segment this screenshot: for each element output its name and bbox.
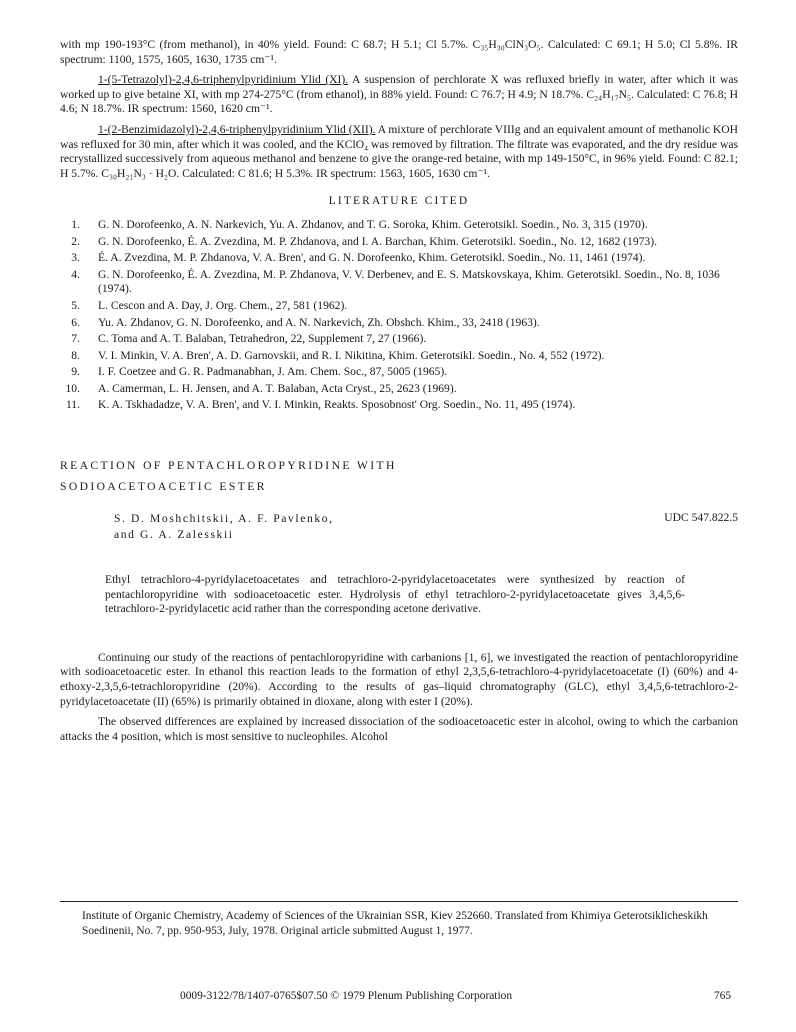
footnote-divider <box>60 901 738 902</box>
reference-number: 8. <box>71 348 80 362</box>
reference-text: G. N. Dorofeenko, A. N. Narkevich, Yu. A. Zhdanov, and T. G. Soroka, Khim. Geterotsikl. Soedin., No. 3, 315 (1970). <box>98 217 648 231</box>
footnote: Institute of Organic Chemistry, Academy of Sciences of the Ukrainian SSR, Kiev 252660. Translated from Khimiya Geterotsiklicheskikh Soedinenii, No. 7, pp. 950-953, July, 1978. Original article submitted August 1, 1977. <box>82 910 708 937</box>
reference-text: K. A. Tskhadadze, V. A. Bren', and V. I. Minkin, Reakts. Sposobnost' Org. Soedin., No. 11, 495 (1974). <box>98 398 576 412</box>
experimental-paragraph-1: with mp 190-193°C (from methanol), in 40% yield. Found: C 68.7; H 5.1; Cl 5.7%. C₃₅H₃₀ClN₃O₅. Calculated: C 69.1; H 5.0; Cl 5.8%. IR spectrum: 1100, 1575, 1605, 1630, 1735 cm⁻¹. <box>60 38 738 66</box>
literature-cited-heading: LITERATURE CITED <box>328 195 470 208</box>
article-title <box>60 457 738 495</box>
paragraph-text: A mixture of perchlorate VIIIg and an equivalent amount of methanolic KOH was refluxed for 30 min, after which it was cooled, and the KClO₄ was removed by filtration. The filtrate was evaporated, and the dry residue was recrystallized successively from aqueous methanol and benzene to give the orange-red betaine, with mp 149-150°C, in 96% yield. Found: C 82.1; H 5.7%. C₃₀H₂₁N₃ · H₂O. Calculated: C 81.6; H 5.3%. IR spectrum: 1563, 1605, 1630 cm⁻¹. <box>60 122 738 180</box>
compound-heading-xii: 1-(2-Benzimidazolyl)-2,4,6-triphenylpyridinium Ylid (XII). <box>98 122 376 136</box>
reference-text: L. Cescon and A. Day, J. Org. Chem., 27, 581 (1962). <box>98 298 348 312</box>
authors-line-2: and G. A. Zalesskii <box>114 528 234 542</box>
reference-item <box>60 235 738 250</box>
title-line-2: SODIOACETOACETIC ESTER <box>60 480 267 494</box>
reference-item <box>60 332 738 347</box>
reference-number: 4. <box>71 267 80 281</box>
reference-number: 1. <box>71 217 80 231</box>
compound-heading-xi: 1-(5-Tetrazolyl)-2,4,6-triphenylpyridinium Ylid (XI). <box>98 73 349 87</box>
reference-number: 7. <box>71 332 80 346</box>
reference-item <box>60 382 738 397</box>
article-paragraph-1: Continuing our study of the reactions of pentachloropyridine with carbanions [1, 6], we investigated the reaction of pentachloropyridine with sodioacetoacetic ester. In ethanol this reaction leads to the formation of ethyl 2,3,5,6-tetrachloro-4-pyridylacetoacetate (I) (60%) and 4-ethoxy-2,3,5,6-tetrachloropyridine (20%). According to the results of gas–liquid chromatography (GLC), ethyl 3,4,5,6-tetrachloro-2-pyridylacetoacetate (II) (65%) is primarily obtained in dioxane, along with ester I (20%). <box>60 650 738 708</box>
authors <box>114 511 334 543</box>
reference-number: 6. <box>71 315 80 329</box>
reference-item <box>60 349 738 364</box>
reference-text: C. Toma and A. T. Balaban, Tetrahedron, 22, Supplement 7, 27 (1966). <box>98 332 427 346</box>
reference-item <box>60 365 738 380</box>
reference-item <box>60 316 738 331</box>
reference-text: Yu. A. Zhdanov, G. N. Dorofeenko, and A. N. Narkevich, Zh. Obshch. Khim., 33, 2418 (1963). <box>98 315 540 329</box>
reference-item <box>60 218 738 233</box>
authors-line-1: S. D. Moshchitskii, A. F. Pavlenko, <box>114 512 334 526</box>
article-paragraph-2: The observed differences are explained by increased dissociation of the sodioacetoacetic ester in alcohol, owing to which the carbanion attacks the 4 position, which is most sensitive to nucleophiles. Alcohol <box>60 715 738 743</box>
reference-text: G. N. Dorofeenko, É. A. Zvezdina, M. P. Zhdanova, and I. A. Barchan, Khim. Geterotsikl. Soedin., No. 12, 1682 (1973). <box>98 234 657 248</box>
reference-text: V. I. Minkin, V. A. Bren', A. D. Garnovskii, and R. I. Nikitina, Khim. Geterotsikl. Soedin., No. 4, 552 (1972). <box>98 348 605 362</box>
author-row <box>60 511 738 543</box>
reference-item <box>60 299 738 314</box>
reference-text: É. A. Zvezdina, M. P. Zhdanova, V. A. Bren', and G. N. Dorofeenko, Khim. Geterotsikl. Soedin., No. 11, 1461 (1974). <box>98 251 646 265</box>
experimental-paragraph-3 <box>60 123 738 181</box>
reference-item <box>60 398 738 413</box>
reference-item <box>60 268 738 297</box>
page-number: 765 <box>714 990 732 1002</box>
reference-number: 2. <box>71 234 80 248</box>
page-body <box>60 38 738 744</box>
reference-list <box>60 218 738 413</box>
reference-number: 9. <box>71 365 80 379</box>
reference-text: A. Camerman, L. H. Jensen, and A. T. Balaban, Acta Cryst., 25, 2623 (1969). <box>98 381 457 395</box>
udc-code: UDC 547.822.5 <box>664 511 738 525</box>
reference-item <box>60 251 738 266</box>
experimental-paragraph-2 <box>60 73 738 117</box>
reference-text: I. F. Coetzee and G. R. Padmanabhan, J. Am. Chem. Soc., 87, 5005 (1965). <box>98 365 448 379</box>
reference-number: 10. <box>65 381 80 395</box>
copyright-line: 0009-3122/78/1407-0765$07.50 © 1979 Plenum Publishing Corporation <box>180 990 513 1002</box>
reference-number: 11. <box>65 398 80 412</box>
paragraph-text: A suspension of perchlorate X was refluxed briefly in water, after which it was worked up to give betaine XI, with mp 274-275°C (from ethanol), in 88% yield. Found: C 76.7; H 4.9; N 18.7%. C₂₄H₁₇N₅. Calculated: C 76.8; H 4.6; N 18.7%. IR spectrum: 1560, 1620 cm⁻¹. <box>60 73 738 116</box>
reference-number: 3. <box>71 251 80 265</box>
title-line-1: REACTION OF PENTACHLOROPYRIDINE WITH <box>60 459 397 473</box>
reference-number: 5. <box>71 298 80 312</box>
reference-text: G. N. Dorofeenko, É. A. Zvezdina, M. P. Zhdanova, V. V. Derbenev, and E. S. Matskovskaya, Khim. Geterotsikl. Soedin., No. 8, 1036 (1974). <box>98 267 720 296</box>
abstract: Ethyl tetrachloro-4-pyridylacetoacetates and tetrachloro-2-pyridylacetoacetates were synthesized by reaction of pentachloropyridine with sodioacetoacetic ester. Hydrolysis of ethyl tetrachloro-2-pyridylacetoacetate gives 3,4,5,6-tetrachloro-2-pyridylacetic acid rather than the corresponding acetone derivative. <box>105 573 685 616</box>
